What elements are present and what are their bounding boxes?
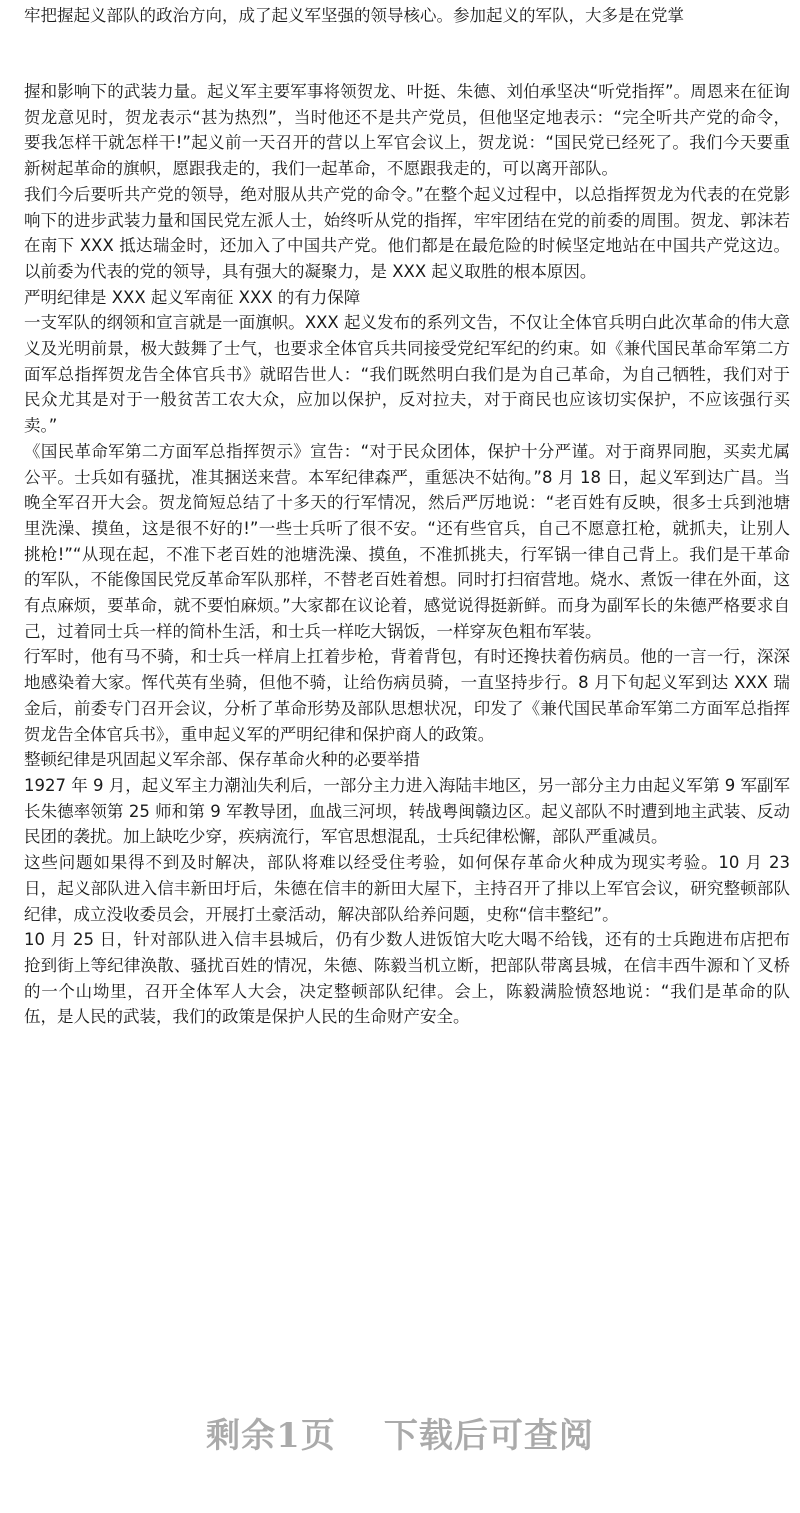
document-body: [24, 79, 790, 1030]
paragraph: 我们今后要听共产党的领导，绝对服从共产党的命令。”在整个起义过程中，以总指挥贺龙为代表的在党影响下的进步武装力量和国民党左派人士，始终听从党的指挥，牢牢团结在党的前委的周围。贺龙、郭沫若在南下 XXX 抵达瑞金时，还加入了中国共产党。他们都是在最危险的时候坚定地站在中国共产党这边。以前委为代表的党的领导，具有强大的凝聚力，是 XXX 起义取胜的根本原因。: [24, 184, 790, 281]
paragraph: 握和影响下的武装力量。起义军主要军事将领贺龙、叶挺、朱德、刘伯承坚决“听党指挥”。周恩来在征询贺龙意见时，贺龙表示“甚为热烈”，当时他还不是共产党员，但他坚定地表示：“完全听共产党的命令，要我怎样干就怎样干!”起义前一天召开的营以上军官会议上，贺龙说：“国民党已经死了。我们今天要重新树起革命的旗帜，愿跟我走的，我们一起革命，不愿跟我走的，可以离开部队。: [24, 82, 790, 179]
paragraph: 这些问题如果得不到及时解决，部队将难以经受住考验，如何保存革命火种成为现实考验。10 月 23 日，起义部队进入信丰新田圩后，朱德在信丰的新田大屋下，主持召开了排以上军官会议，研究整顿部队纪律，成立没收委员会，开展打土豪活动，解决部队给养问题，史称“信丰整纪”。: [24, 853, 790, 924]
paragraph: 行军时，他有马不骑，和士兵一样肩上扛着步枪，背着背包，有时还搀扶着伤病员。他的一言一行，深深地感染着大家。恽代英有坐骑，但他不骑，让给伤病员骑，一直坚持步行。8 月下旬起义军到达 XXX 瑞金后，前委专门召开会议，分析了革命形势及部队思想状况，印发了《兼代国民革命军第二方面军总指挥贺龙告全体官兵书》，重申起义军的严明纪律和保护商人的政策。: [24, 647, 790, 744]
download-to-view-label[interactable]: 下载后可查阅: [383, 1416, 594, 1456]
download-prompt[interactable]: [0, 1408, 800, 1457]
paragraph: 《国民革命军第二方面军总指挥贺示》宣告：“对于民众团体，保护十分严谨。对于商界同胞，买卖尤属公平。士兵如有骚扰，准其捆送来营。本军纪律森严，重惩决不姑徇。”8 月 18 日，起义军到达广昌。当晚全军召开大会。贺龙简短总结了十多天的行军情况，然后严厉地说：“老百姓有反映，很多士兵到池塘里洗澡、摸鱼，这是很不好的!”一些士兵听了很不安。“还有些官兵，自己不愿意扛枪，就抓夫，让别人挑枪!”“从现在起，不准下老百姓的池塘洗澡、摸鱼，不准抓挑夫，行军锅一律自己背上。我们是干革命的军队，不能像国民党反革命军队那样，不替老百姓着想。同时打扫宿营地。烧水、煮饭一律在外面，这有点麻烦，要革命，就不要怕麻烦。”大家都在议论着，感觉说得挺新鲜。而身为副军长的朱德严格要求自己，过着同士兵一样的简朴生活，和士兵一样吃大锅饭，一样穿灰色粗布军装。: [24, 441, 790, 641]
section-heading: 整顿纪律是巩固起义军余部、保存革命火种的必要举措: [24, 750, 420, 770]
paragraph: 10 月 25 日，针对部队进入信丰县城后，仍有少数人进饭馆大吃大喝不给钱，还有的士兵跑进布店把布抢到街上等纪律涣散、骚扰百姓的情况，朱德、陈毅当机立断，把部队带离县城，在信丰西牛源和丫叉桥的一个山坳里，召开全体军人大会，决定整顿部队纪律。会上，陈毅满脸愤怒地说：“我们是革命的队伍，是人民的武装，我们的政策是保护人民的生命财产安全。: [24, 930, 790, 1027]
paragraph: 一支军队的纲领和宣言就是一面旗帜。XXX 起义发布的系列文告，不仅让全体官兵明白此次革命的伟大意义及光明前景，极大鼓舞了士气，也要求全体官兵共同接受党纪军纪的约束。如《兼代国民革命军第二方面军总指挥贺龙告全体官兵书》就昭告世人：“我们既然明白我们是为自己革命，为自己牺牲，我们对于民众尤其是对于一般贫苦工农大众，应加以保护，反对拉夫，对于商民也应该切实保护，不应该强行买卖。”: [24, 313, 790, 436]
section-heading: 严明纪律是 XXX 起义军南征 XXX 的有力保障: [24, 287, 361, 307]
document-top-line: 牢把握起义部队的政治方向，成了起义军坚强的领导核心。参加起义的军队，大多是在党掌: [24, 6, 684, 25]
remaining-pages-label: 剩余1页: [206, 1416, 336, 1456]
paragraph: 1927 年 9 月，起义军主力潮汕失利后，一部分主力进入海陆丰地区，另一部分主力由起义军第 9 军副军长朱德率领第 25 师和第 9 军教导团，血战三河坝，转战粤闽赣边区。起义部队不时遭到地主武装、反动民团的袭扰。加上缺吃少穿，疾病流行，军官思想混乱，士兵纪律松懈，部队严重减员。: [24, 775, 790, 847]
